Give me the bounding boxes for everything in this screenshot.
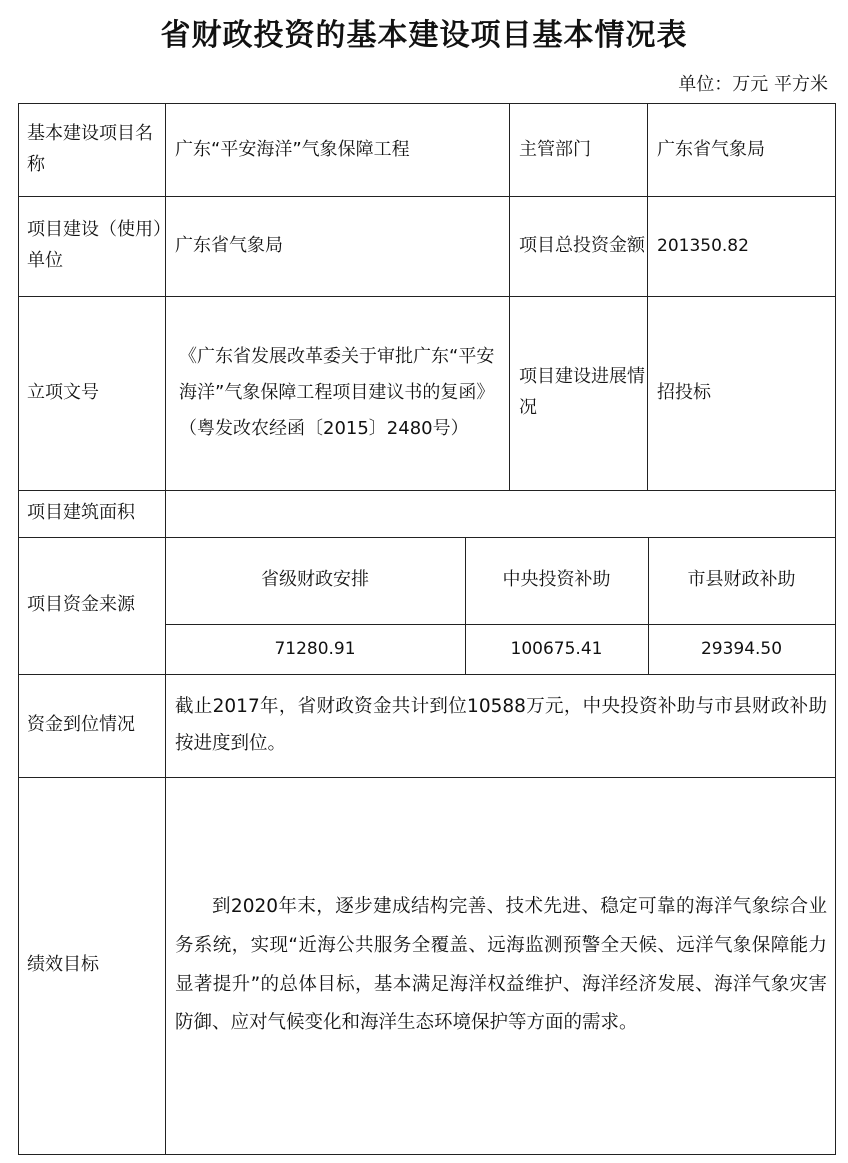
dept-label-cell: [509, 104, 647, 196]
builder-value: 广东省气象局: [175, 234, 283, 256]
funding-header-text: 省级财政安排: [261, 569, 369, 591]
funding-amount-text: 71280.91: [274, 638, 356, 659]
dept-value-cell: [647, 104, 835, 196]
doc-label-cell: [19, 296, 165, 490]
builder-value-cell: [165, 196, 509, 296]
project-name-label: 基本建设项目名称: [27, 123, 153, 175]
invest-value-cell: [647, 196, 835, 296]
funding-amount-text: 29394.50: [700, 638, 783, 659]
doc-value-cell: [165, 296, 509, 490]
goal-value-cell: [165, 777, 835, 1154]
area-label-cell: [19, 490, 165, 537]
arrival-value: 截止2017年，省财政资金共计到位10588万元，中央投资补助与市县财政补助按进度到位。: [175, 696, 827, 754]
arrival-label-cell: [19, 674, 165, 777]
project-name-value: 广东“平安海洋”气象保障工程: [175, 138, 410, 160]
funding-header-municipal: [648, 537, 835, 624]
progress-value-cell: [647, 296, 835, 490]
page-title: 省财政投资的基本建设项目基本情况表: [160, 18, 688, 53]
funding-label-cell: [19, 537, 165, 674]
arrival-label: 资金到位情况: [27, 714, 135, 736]
invest-value: 201350.82: [657, 235, 749, 256]
goal-label: 绩效目标: [27, 954, 99, 976]
goal-value: 到2020年末，逐步建成结构完善、技术先进、稳定可靠的海洋气象综合业务系统，实现“近海公共服务全覆盖、远海监测预警全天候、远洋气象保障能力显著提升”的总体目标，基本满足海洋权益维护、海洋经济发展、海洋气象灾害防御、应对气候变化和海洋生态环境保护等方面的需求。: [175, 895, 827, 1034]
funding-header-text: 市县财政补助: [687, 569, 796, 591]
builder-label-cell: [19, 196, 165, 296]
invest-label-cell: [509, 196, 647, 296]
funding-label: 项目资金来源: [27, 594, 135, 616]
funding-amount-text: 100675.41: [510, 638, 603, 659]
dept-value: 广东省气象局: [657, 138, 765, 160]
project-name-value-cell: [165, 104, 509, 196]
progress-value: 招投标: [657, 381, 711, 403]
doc-value: 《广东省发展改革委关于审批广东“平安海洋”气象保障工程项目建议书的复函》（粤发改农经函〔2015〕2480号）: [179, 346, 495, 439]
dept-label: 主管部门: [519, 138, 591, 160]
builder-label: 项目建设（使用）单位: [27, 219, 162, 271]
progress-label: 项目建设进展情况: [519, 366, 645, 418]
invest-label: 项目总投资金额: [519, 234, 645, 256]
project-info-table: [18, 103, 836, 1155]
area-value-cell: [165, 490, 835, 537]
doc-label: 立项文号: [27, 381, 99, 403]
funding-header-central: [465, 537, 648, 624]
funding-header-text: 中央投资补助: [502, 569, 611, 591]
unit-note: 单位：万元 平方米: [678, 74, 828, 95]
funding-amount-central: [465, 624, 648, 674]
goal-label-cell: [19, 777, 165, 1154]
arrival-value-cell: [165, 674, 835, 777]
progress-label-cell: [509, 296, 647, 490]
funding-header-provincial: [165, 537, 465, 624]
project-name-label-cell: [19, 104, 165, 196]
funding-amount-municipal: [648, 624, 835, 674]
area-label: 项目建筑面积: [27, 502, 135, 524]
funding-amount-provincial: [165, 624, 465, 674]
